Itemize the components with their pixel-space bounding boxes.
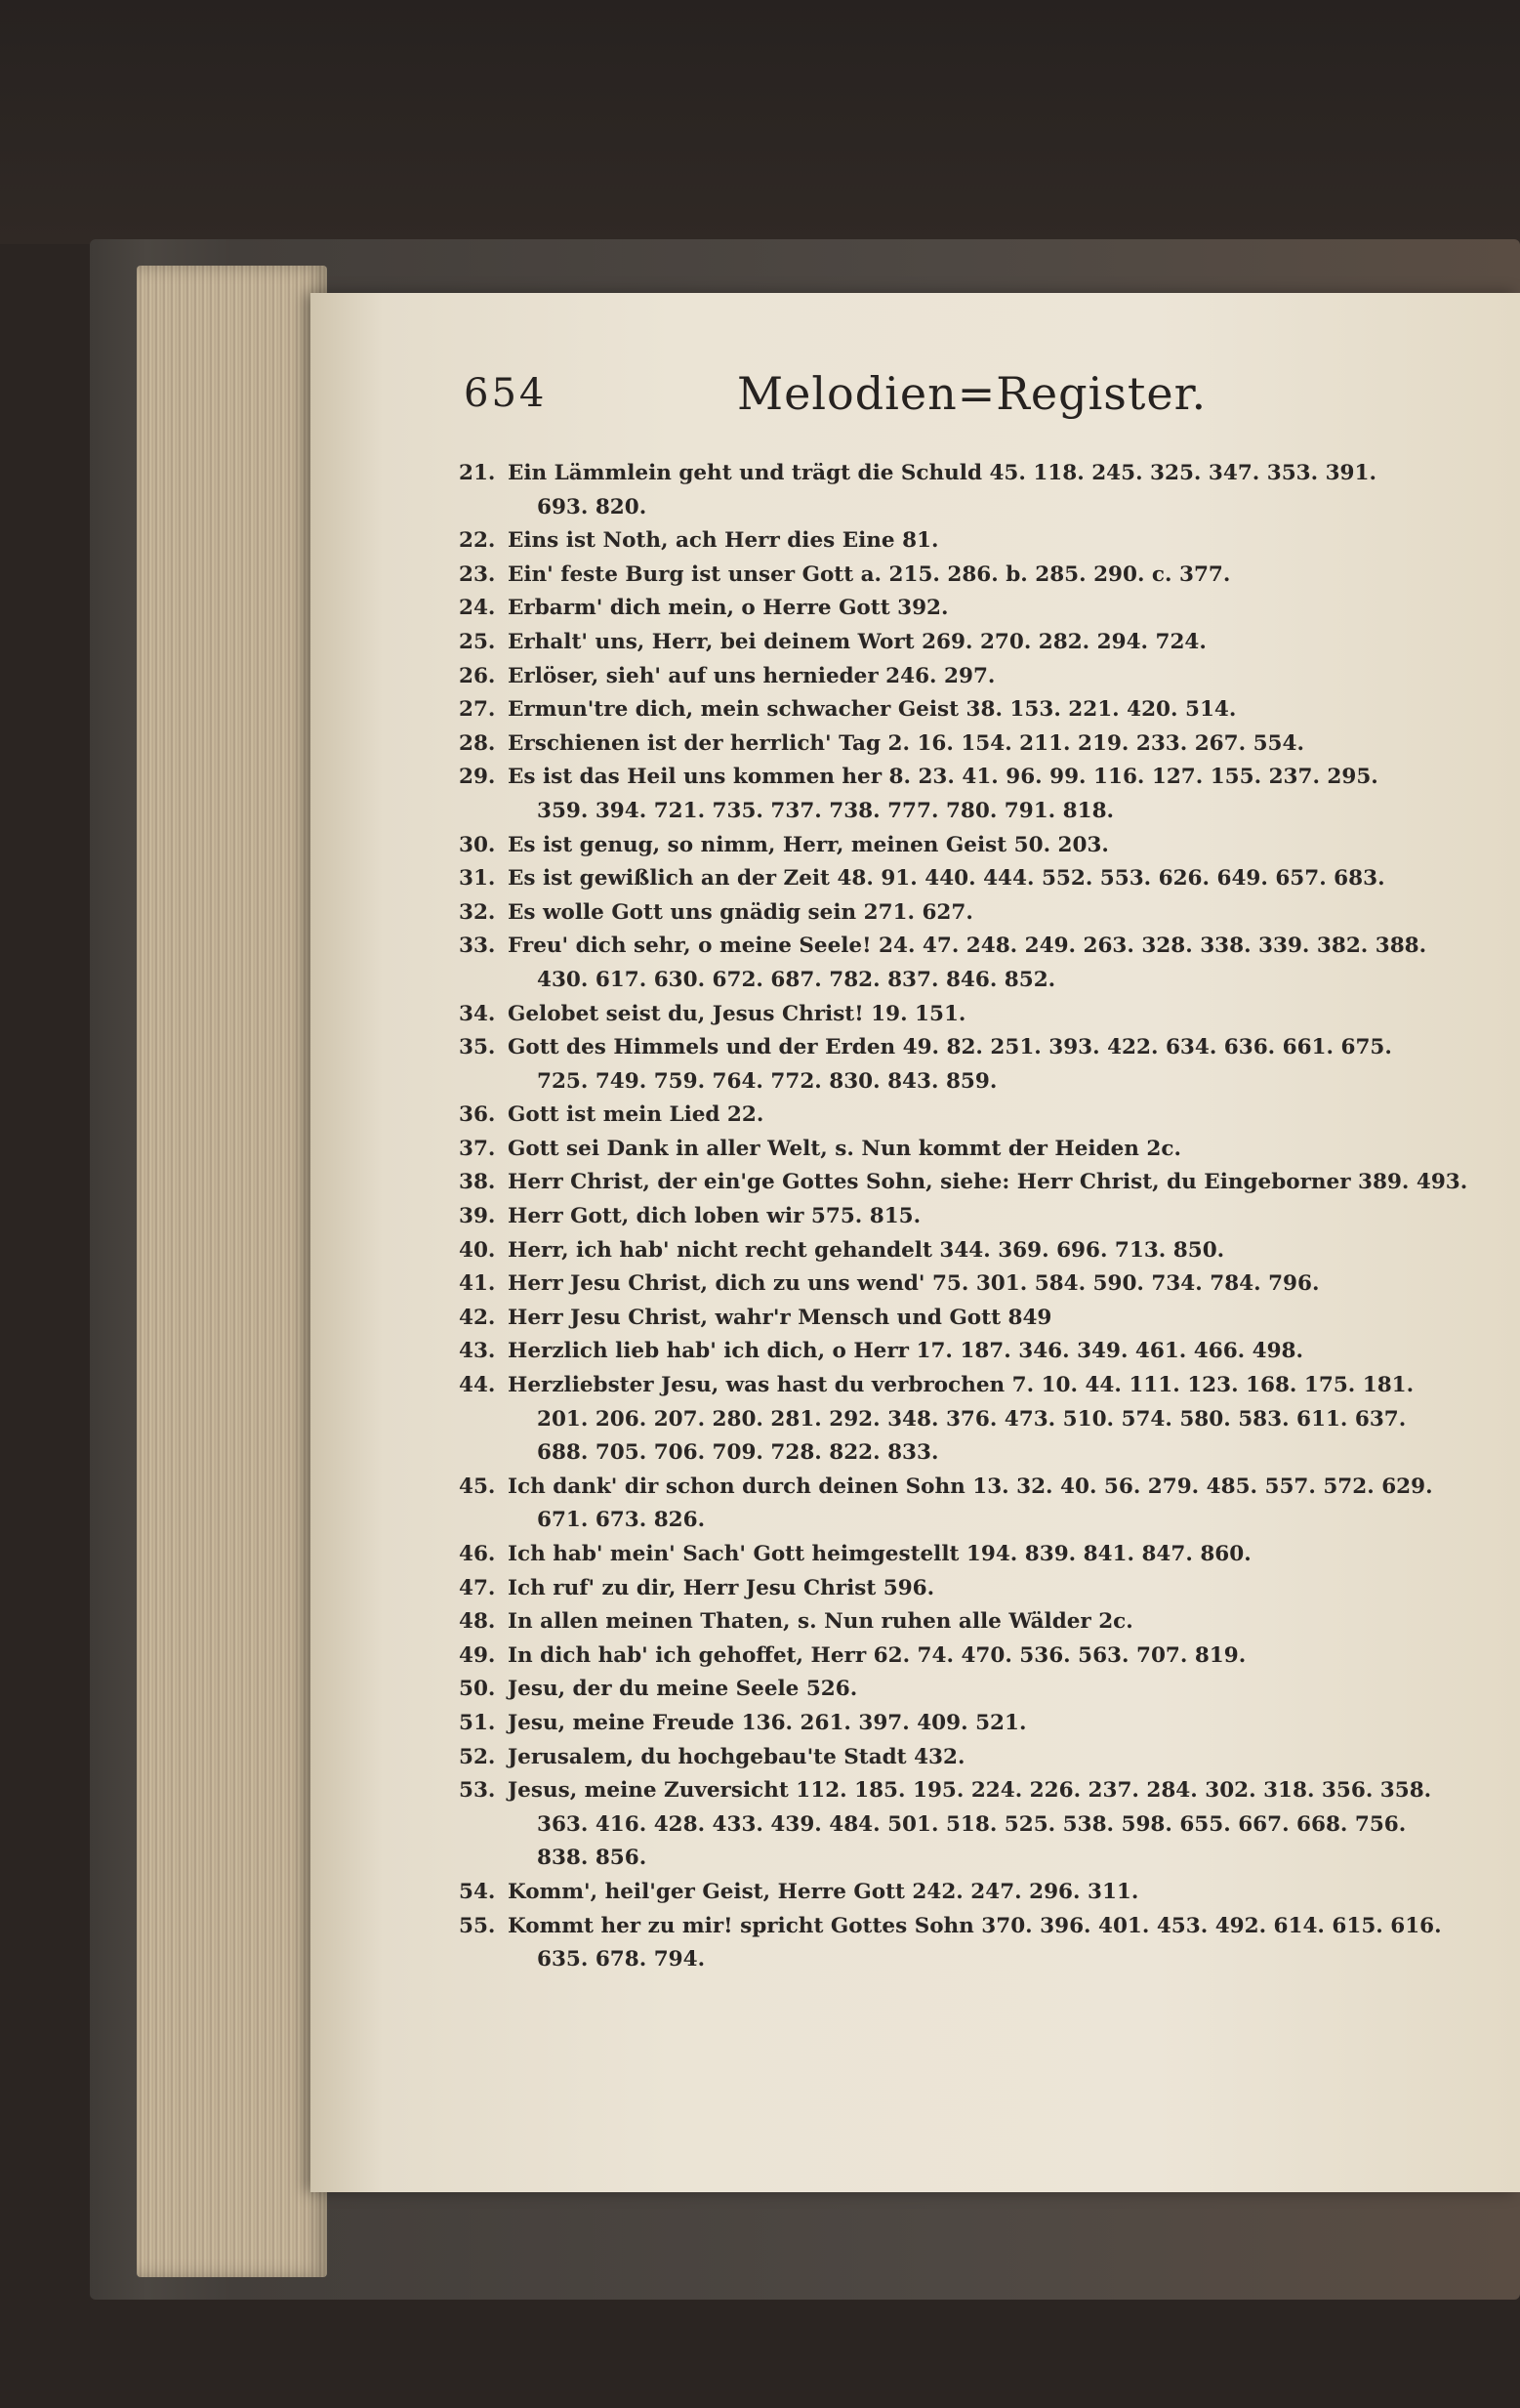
register-entry	[459, 660, 1435, 694]
register-entry	[459, 1099, 1435, 1133]
entry-text: Es ist das Heil uns kommen her 8. 23. 41. 96. 99. 116. 127. 155. 237. 295.	[508, 765, 1378, 790]
entry-number: 36.	[459, 1102, 496, 1128]
entry-text: 359. 394. 721. 735. 737. 738. 777. 780. 791. 818.	[537, 798, 1115, 823]
entry-text: Gott des Himmels und der Erden 49. 82. 251. 393. 422. 634. 636. 661. 675.	[508, 1035, 1392, 1060]
register-entry	[459, 862, 1435, 896]
entry-text: Jesu, meine Freude 136. 261. 397. 409. 521.	[508, 1710, 1027, 1735]
entry-line	[459, 524, 1435, 559]
register-entry	[459, 1166, 1468, 1200]
entry-line	[459, 1910, 1442, 1944]
entry-number: 41.	[459, 1271, 496, 1297]
register-entry	[459, 1876, 1435, 1910]
entry-number: 47.	[459, 1575, 496, 1600]
entry-text: Ein Lämmlein geht und trägt die Schuld 45. 118. 245. 325. 347. 353. 391.	[508, 461, 1376, 485]
entry-number: 21.	[459, 461, 496, 485]
entry-line	[459, 998, 1435, 1032]
register-entry	[459, 1572, 1435, 1606]
entry-line	[459, 930, 1435, 964]
entry-text: Ich hab' mein' Sach' Gott heimgestellt 194. 839. 841. 847. 860.	[508, 1542, 1252, 1566]
entry-number: 25.	[459, 629, 496, 654]
entry-number: 51.	[459, 1710, 496, 1735]
entry-text: Jesus, meine Zuversicht 112. 185. 195. 224. 226. 237. 284. 302. 318. 356. 358.	[508, 1778, 1432, 1804]
entry-text: 430. 617. 630. 672. 687. 782. 837. 846. 852.	[537, 967, 1056, 992]
entry-line	[459, 829, 1435, 863]
entry-line	[459, 1099, 1435, 1133]
page-edges	[137, 266, 327, 2277]
entry-text: 671. 673. 826.	[537, 1508, 706, 1533]
entry-continuation-line	[459, 964, 1435, 998]
entry-text: In allen meinen Thaten, s. Nun ruhen alle Wälder 2c.	[508, 1609, 1133, 1635]
entry-line	[459, 1031, 1435, 1065]
entry-line	[459, 457, 1435, 491]
entry-text: 635. 678. 794.	[537, 1947, 706, 1972]
entry-text: Gelobet seist du, Jesus Christ! 19. 151.	[508, 1001, 966, 1026]
entry-continuation-line	[459, 795, 1435, 829]
entry-number: 45.	[459, 1474, 496, 1499]
entry-number: 39.	[459, 1204, 496, 1229]
register-entry	[459, 1133, 1435, 1167]
entry-text: 363. 416. 428. 433. 439. 484. 501. 518. 525. 538. 598. 655. 667. 668. 756.	[537, 1811, 1407, 1837]
entry-line	[459, 660, 1435, 694]
entry-line	[459, 1605, 1435, 1640]
entry-continuation-line	[459, 1504, 1435, 1538]
entry-line	[459, 1741, 1435, 1775]
entry-line	[459, 1572, 1435, 1606]
entry-number: 42.	[459, 1305, 496, 1330]
page-number: 654	[464, 371, 548, 416]
entry-number: 50.	[459, 1677, 496, 1702]
entry-line	[459, 761, 1435, 795]
entry-continuation-line	[459, 1065, 1435, 1100]
page-title: Melodien=Register.	[737, 367, 1208, 420]
register-entry	[459, 1673, 1435, 1707]
entry-continuation-line	[459, 1808, 1435, 1843]
entry-line	[459, 1471, 1435, 1505]
entry-line	[459, 693, 1435, 727]
entry-text: Es ist genug, so nimm, Herr, meinen Geist 50. 203.	[508, 832, 1109, 857]
register-entry	[459, 727, 1435, 762]
entry-line	[459, 1538, 1435, 1572]
entry-continuation-line	[459, 491, 1435, 525]
entry-text: Kommt her zu mir! spricht Gottes Sohn 370. 396. 401. 453. 492. 614. 615. 616.	[508, 1913, 1442, 1938]
register-entry	[459, 626, 1435, 660]
entry-line	[459, 1133, 1435, 1167]
entry-line	[459, 1876, 1435, 1910]
entry-line	[459, 1302, 1435, 1336]
register-entry	[459, 1538, 1435, 1572]
entry-text: 725. 749. 759. 764. 772. 830. 843. 859.	[537, 1068, 998, 1094]
register-entry	[459, 1369, 1435, 1471]
register-entry	[459, 1267, 1435, 1302]
entry-text: 688. 705. 706. 709. 728. 822. 833.	[537, 1440, 939, 1466]
entry-number: 38.	[459, 1170, 496, 1195]
entry-number: 35.	[459, 1035, 496, 1060]
register-entry	[459, 930, 1435, 997]
entry-number: 27.	[459, 697, 496, 723]
register-entry	[459, 1910, 1442, 1977]
entry-number: 29.	[459, 765, 496, 790]
entry-number: 54.	[459, 1879, 496, 1904]
entry-text: Erbarm' dich mein, o Herre Gott 392.	[508, 596, 949, 621]
entry-number: 46.	[459, 1542, 496, 1566]
register-entry	[459, 457, 1435, 524]
entry-number: 24.	[459, 596, 496, 621]
page-header	[464, 367, 1440, 439]
backdrop	[0, 0, 1520, 244]
entry-number: 53.	[459, 1778, 496, 1804]
entry-line	[459, 1335, 1435, 1369]
register-entry	[459, 592, 1435, 626]
entry-text: Gott ist mein Lied 22.	[508, 1102, 764, 1128]
entry-number: 37.	[459, 1136, 496, 1161]
entry-number: 31.	[459, 866, 496, 892]
entry-text: Ich dank' dir schon durch deinen Sohn 13. 32. 40. 56. 279. 485. 557. 572. 629.	[508, 1474, 1433, 1499]
entry-number: 52.	[459, 1744, 496, 1769]
entry-text: Ermun'tre dich, mein schwacher Geist 38. 153. 221. 420. 514.	[508, 697, 1237, 723]
entry-text: Herr Christ, der ein'ge Gottes Sohn, siehe: Herr Christ, du Eingeborner 389. 493.	[508, 1170, 1468, 1195]
entry-line	[459, 862, 1435, 896]
entry-text: Erhalt' uns, Herr, bei deinem Wort 269. 270. 282. 294. 724.	[508, 629, 1207, 654]
entry-continuation-line	[459, 1436, 1435, 1471]
entry-line	[459, 1640, 1435, 1674]
entry-text: Ein' feste Burg ist unser Gott a. 215. 286. b. 285. 290. c. 377.	[508, 561, 1231, 587]
register-entry	[459, 1640, 1435, 1674]
entry-line	[459, 1707, 1435, 1741]
entry-text: Gott sei Dank in aller Welt, s. Nun kommt der Heiden 2c.	[508, 1136, 1181, 1161]
entry-text: 693. 820.	[537, 494, 647, 519]
entry-text: 838. 856.	[537, 1846, 647, 1871]
entry-number: 43.	[459, 1339, 496, 1364]
entry-line	[459, 1267, 1435, 1302]
entry-text: Herzliebster Jesu, was hast du verbrochen 7. 10. 44. 111. 123. 168. 175. 181.	[508, 1373, 1415, 1398]
entry-number: 40.	[459, 1237, 496, 1263]
entry-line	[459, 559, 1435, 593]
entry-continuation-line	[459, 1842, 1435, 1876]
entry-line	[459, 896, 1435, 931]
entry-text: Herr Gott, dich loben wir 575. 815.	[508, 1204, 922, 1229]
register-entry	[459, 1302, 1435, 1336]
entry-number: 22.	[459, 528, 496, 554]
entry-number: 49.	[459, 1642, 496, 1668]
register-entry	[459, 1200, 1435, 1234]
register-entry	[459, 524, 1435, 559]
entry-number: 34.	[459, 1001, 496, 1026]
entry-text: Freu' dich sehr, o meine Seele! 24. 47. 248. 249. 263. 328. 338. 339. 382. 388.	[508, 934, 1427, 959]
entry-line	[459, 626, 1435, 660]
entry-number: 30.	[459, 832, 496, 857]
register-entry	[459, 1774, 1435, 1876]
entry-number: 55.	[459, 1913, 496, 1938]
entry-number: 48.	[459, 1609, 496, 1635]
entry-number: 26.	[459, 663, 496, 688]
entry-text: Herr, ich hab' nicht recht gehandelt 344. 369. 696. 713. 850.	[508, 1237, 1225, 1263]
entry-text: Ich ruf' zu dir, Herr Jesu Christ 596.	[508, 1575, 935, 1600]
entry-line	[459, 1673, 1435, 1707]
entry-number: 32.	[459, 899, 496, 925]
entry-line	[459, 592, 1435, 626]
entry-text: Es wolle Gott uns gnädig sein 271. 627.	[508, 899, 973, 925]
entry-continuation-line	[459, 1403, 1435, 1437]
entry-line	[459, 1234, 1435, 1268]
register-entry	[459, 1707, 1435, 1741]
entry-number: 28.	[459, 730, 496, 756]
entry-text: Jerusalem, du hochgebau'te Stadt 432.	[508, 1744, 965, 1769]
entry-line	[459, 1200, 1435, 1234]
register-entry	[459, 559, 1435, 593]
entry-text: Es ist gewißlich an der Zeit 48. 91. 440. 444. 552. 553. 626. 649. 657. 683.	[508, 866, 1385, 892]
entry-number: 33.	[459, 934, 496, 959]
entry-continuation-line	[459, 1943, 1435, 1977]
register-entry	[459, 1335, 1435, 1369]
entry-text: Erschienen ist der herrlich' Tag 2. 16. 154. 211. 219. 233. 267. 554.	[508, 730, 1304, 756]
register-entry	[459, 1031, 1435, 1099]
entry-text: Jesu, der du meine Seele 526.	[508, 1677, 858, 1702]
register-entry	[459, 693, 1435, 727]
entry-line	[459, 1166, 1468, 1200]
register-entry	[459, 896, 1435, 931]
register-entry	[459, 1234, 1435, 1268]
entry-line	[459, 1774, 1435, 1808]
entry-text: Herr Jesu Christ, wahr'r Mensch und Gott 849	[508, 1305, 1052, 1330]
entry-text: 201. 206. 207. 280. 281. 292. 348. 376. 473. 510. 574. 580. 583. 611. 637.	[537, 1406, 1407, 1432]
entry-text: Komm', heil'ger Geist, Herre Gott 242. 247. 296. 311.	[508, 1879, 1139, 1904]
entry-text: Herr Jesu Christ, dich zu uns wend' 75. 301. 584. 590. 734. 784. 796.	[508, 1271, 1320, 1297]
register-entry	[459, 998, 1435, 1032]
register-entry	[459, 1471, 1435, 1538]
entry-text: In dich hab' ich gehoffet, Herr 62. 74. 470. 536. 563. 707. 819.	[508, 1642, 1247, 1668]
entry-line	[459, 1369, 1435, 1403]
register-entry	[459, 829, 1435, 863]
register-entry	[459, 1605, 1435, 1640]
register-entry	[459, 1741, 1435, 1775]
entry-number: 23.	[459, 561, 496, 587]
entry-text: Erlöser, sieh' auf uns hernieder 246. 297.	[508, 663, 996, 688]
register-entries	[459, 457, 1468, 1977]
register-entry	[459, 761, 1435, 828]
entry-line	[459, 727, 1435, 762]
entry-text: Eins ist Noth, ach Herr dies Eine 81.	[508, 528, 939, 554]
entry-text: Herzlich lieb hab' ich dich, o Herr 17. 187. 346. 349. 461. 466. 498.	[508, 1339, 1303, 1364]
entry-number: 44.	[459, 1373, 496, 1398]
